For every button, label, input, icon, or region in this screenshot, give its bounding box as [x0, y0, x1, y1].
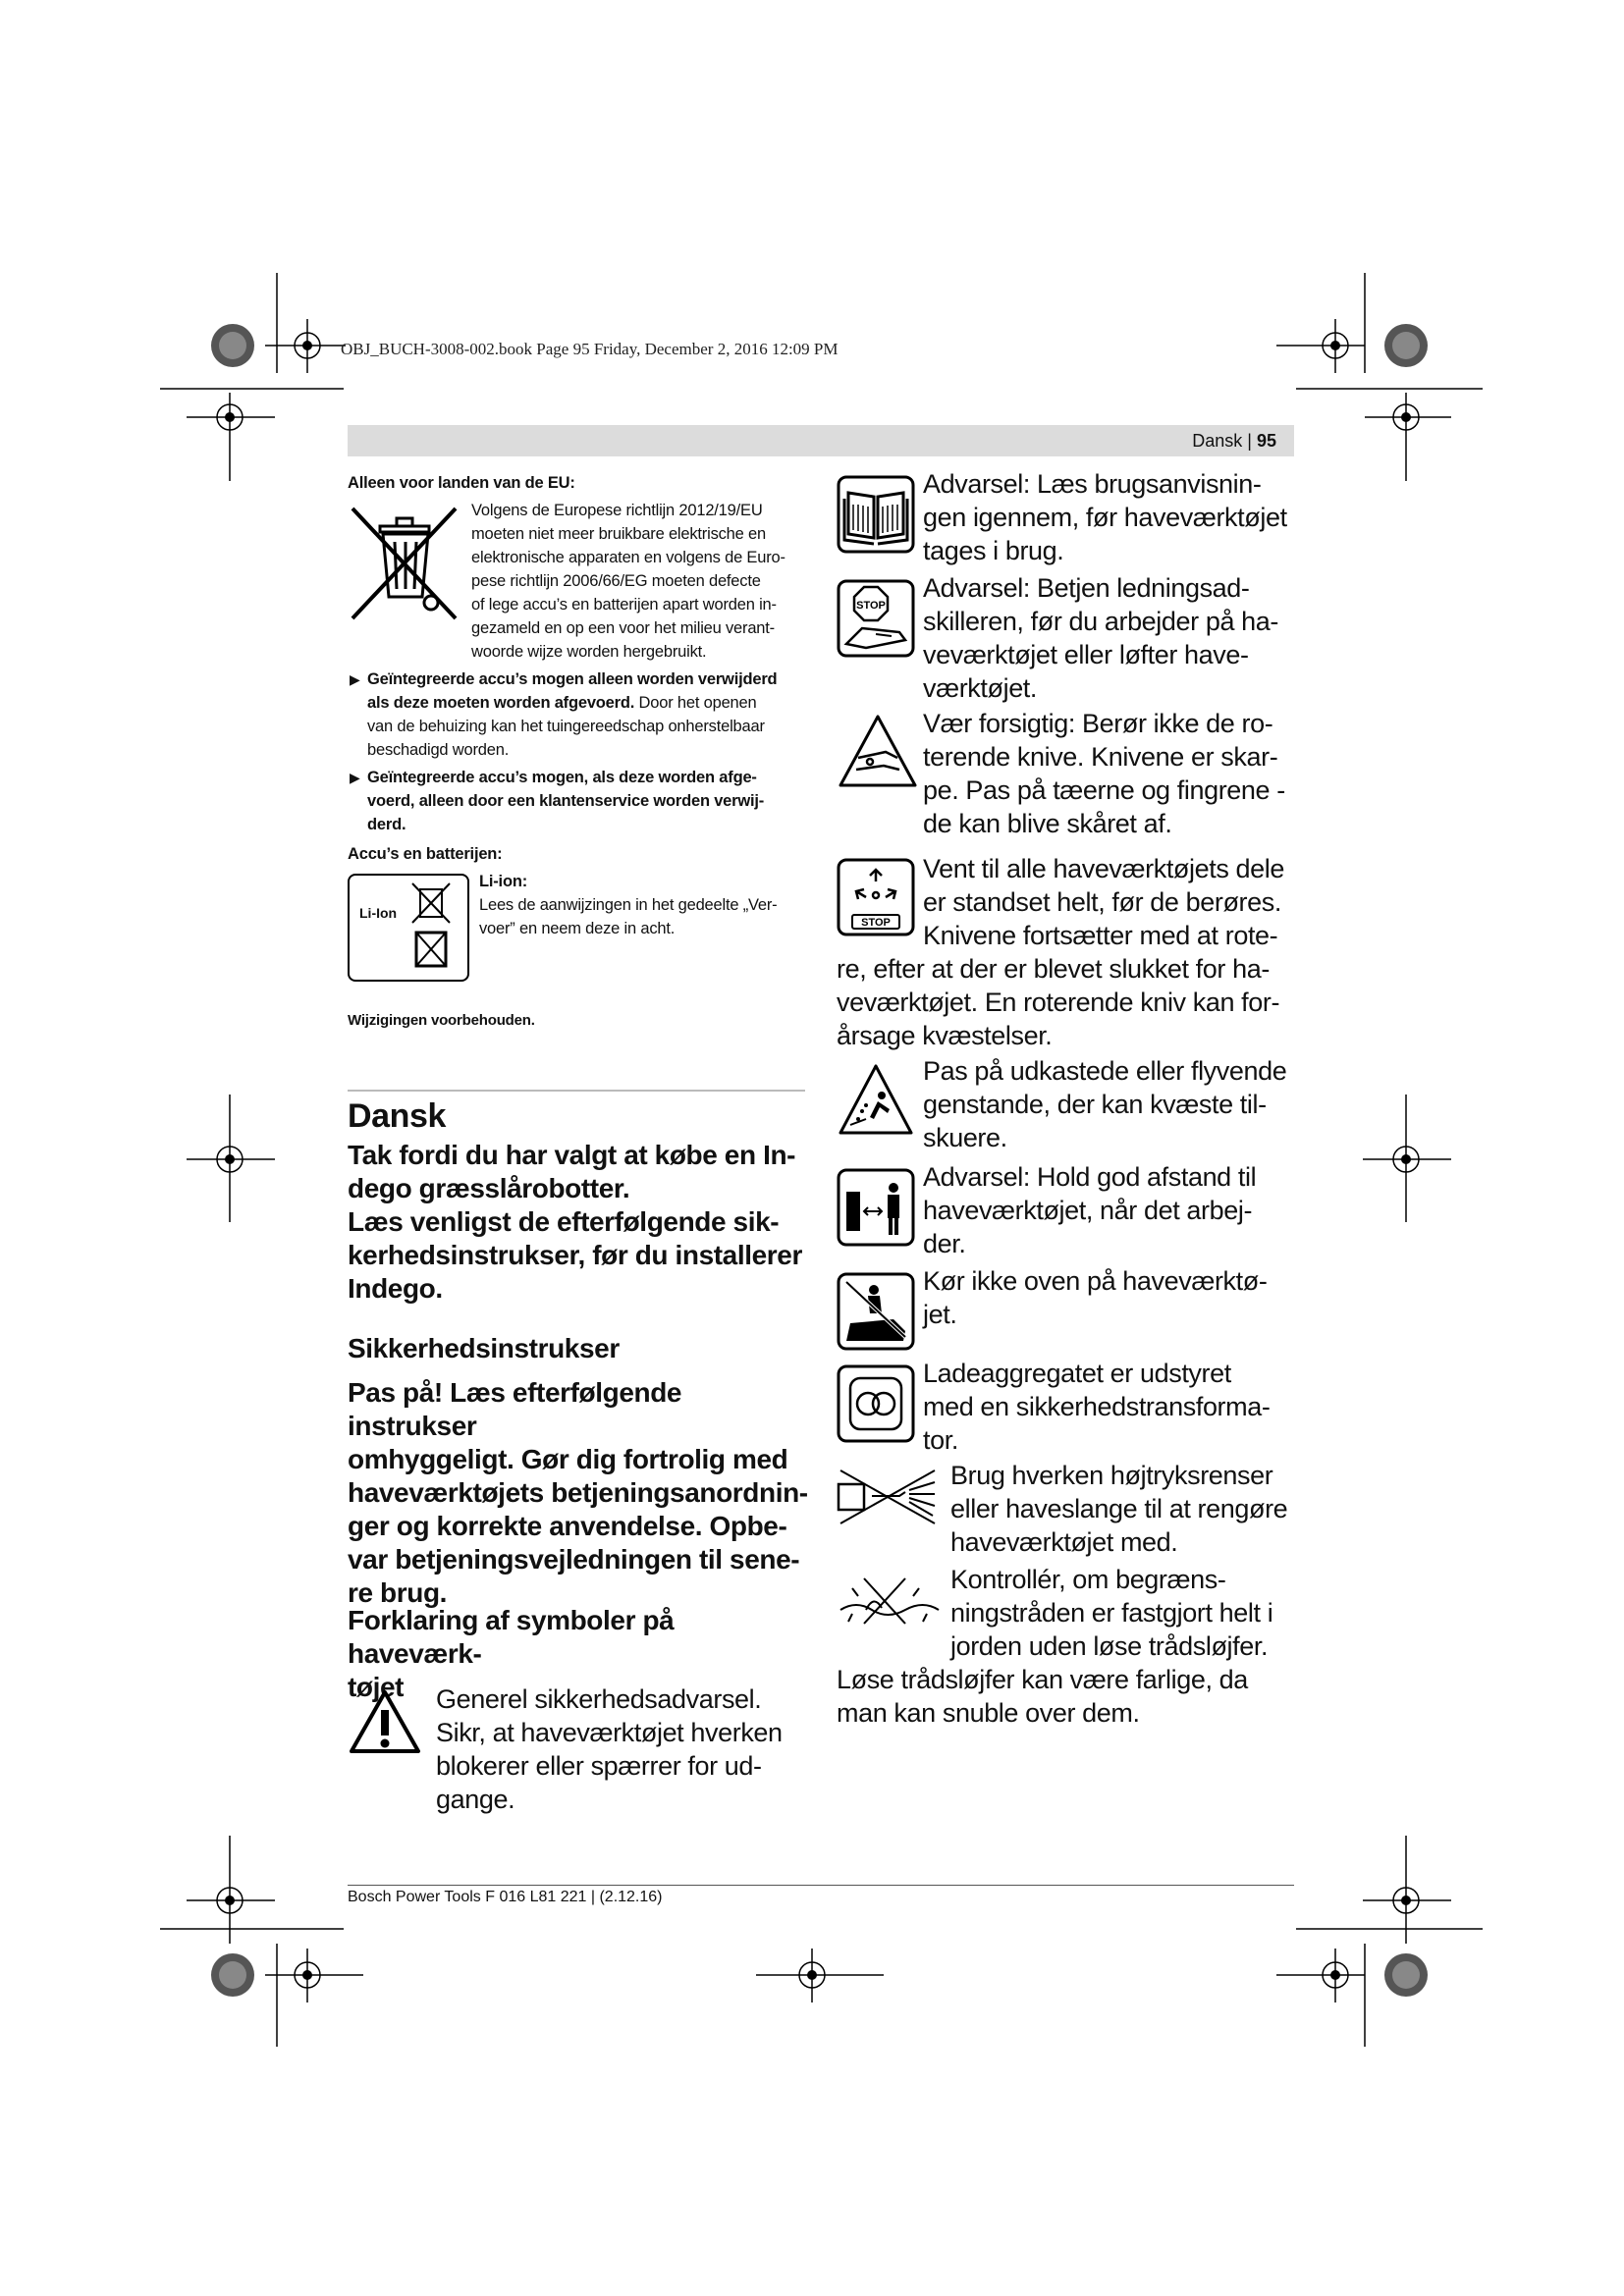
read-manual-icon — [837, 475, 915, 554]
page-number: 95 — [1256, 431, 1276, 451]
symbol-text-boundary-wire: Kontrollér, om begræns- ningstråden er fastgjort helt i jorden uden løse trådsløjfer. — [950, 1565, 1273, 1661]
safety-transformer-icon — [837, 1364, 915, 1443]
symbol-text-flying-objects: Pas på udkastede eller flyvende genstande, der kan kvæste til- skuere. — [923, 1056, 1287, 1152]
footer-text: Bosch Power Tools F 016 L81 221 | (2.12.16) — [348, 1889, 663, 1905]
stop-label: STOP — [861, 917, 891, 929]
bullet-integrated-accu-removal: Geïntegreerde accu’s mogen alleen worden verwijderd als deze moeten worden afgevoerd. Door het openen van de behuizing kan het tuingereedschap onherstelbaar beschadigd worden. — [367, 670, 778, 759]
bullet-integrated-accu-service: Geïntegreerde accu’s mogen, als deze worden afge- voerd, alleen door een klantenservice worden verwij- derd. — [367, 769, 765, 833]
boundary-wire-check-icon — [837, 1571, 941, 1633]
symbol-text-distance: Advarsel: Hold god afstand til haveværktøjet, når det arbej- der. — [923, 1162, 1257, 1258]
crossed-bin-icon — [348, 499, 460, 626]
symbols-heading: Forklaring af symboler på haveværk- tøjet — [348, 1605, 675, 1702]
symbol-text-wait: Vent til alle haveværktøjets dele er standset helt, før de berøres. Knivene fortsætter med at rote- — [923, 854, 1284, 950]
bullet-triangle-icon: ▶ — [350, 671, 360, 687]
disconnect-power-icon — [837, 579, 915, 658]
eu-text: Volgens de Europese richtlijn 2012/19/EU moeten niet meer bruikbare elektrische en elektronische apparaten en volgens de Euro- pese richtlijn 2006/66/EG moeten defecte of lege accu’s en batterijen apart worden in- gezameld en op een voor het milieu verant- woorde wijze worden hergebruikt. — [471, 502, 785, 661]
safety-text: Pas på! Læs efterfølgende instrukser omhyggeligt. Gør dig fortrolig med haveværktøjets betjeningsanordnin- ger og korrekte anvendelse. Opbe- var betjeningsvejledningen til sene- re brug. — [348, 1377, 808, 1608]
liion-badge: Li-Ion — [359, 905, 398, 921]
intro-text: Tak fordi du har valgt at købe en In- dego græsslårobotter. Læs venligst de efterfølgende sik- kerhedsinstrukser, før du installerer Indego. — [348, 1140, 802, 1304]
accu-heading: Accu’s en batterijen: — [348, 845, 503, 863]
running-header: Dansk | 95 — [348, 425, 1294, 456]
keep-distance-icon — [837, 1168, 915, 1247]
file-info-line: OBJ_BUCH-3008-002.book Page 95 Friday, December 2, 2016 12:09 PM — [341, 340, 839, 358]
symbol-text-transformer: Ladeaggregatet er udstyret med en sikkerhedstransforma- tor. — [923, 1359, 1271, 1455]
warning-triangle-icon — [348, 1688, 422, 1755]
eu-heading: Alleen voor landen van de EU: — [348, 474, 575, 492]
wait-stop-rotation-icon — [837, 858, 915, 936]
symbol-text-no-riding: Kør ikke oven på haveværktø- jet. — [923, 1266, 1268, 1329]
symbol-text-wait-cont: re, efter at der er blevet slukket for ha- veværktøjet. En roterende kniv kan for- årsage kvæstelser. — [837, 954, 1280, 1050]
symbol-text-read-manual: Advarsel: Læs brugsanvisnin- gen igennem, før haveværktøjet tages i brug. — [923, 469, 1287, 565]
flying-objects-warning-icon — [837, 1062, 915, 1139]
changes-reserved: Wijzigingen voorbehouden. — [348, 1012, 535, 1029]
liion-symbol-box — [348, 874, 469, 982]
bullet-triangle-icon: ▶ — [350, 770, 360, 785]
section-title-dansk: Dansk — [348, 1097, 447, 1135]
symbol-text-disconnect: Advarsel: Betjen ledningsad- skilleren, før du arbejder på ha- veværktøjet eller løfter have- værktøjet. — [923, 573, 1278, 703]
footer-rule — [348, 1885, 1294, 1886]
symbol-text-blades: Vær forsigtig: Berør ikke de ro- terende knive. Knivene er skar- pe. Pas på tæerne og fingrene - de kan blive skåret af. — [923, 709, 1285, 838]
no-riding-icon — [837, 1272, 915, 1351]
general-warning-text: Generel sikkerhedsadvarsel. Sikr, at haveværktøjet hverken blokerer eller spærrer for ud- gange. — [436, 1684, 783, 1814]
liion-text: Lees de aanwijzingen in het gedeelte „Ver- voer” en neem deze in acht. — [479, 896, 778, 937]
rotating-blades-warning-icon — [837, 713, 919, 791]
symbol-text-boundary-wire-cont: Løse trådsløjfer kan være farlige, da man kan snuble over dem. — [837, 1665, 1248, 1728]
symbol-text-no-cleaner: Brug hverken højtryksrenser eller haveslange til at rengøre haveværktøjet med. — [950, 1461, 1288, 1557]
crossed-battery-icon — [410, 881, 454, 972]
stop-sign-label: STOP — [856, 600, 886, 612]
section-divider — [348, 1090, 805, 1092]
safety-heading: Sikkerhedsinstrukser — [348, 1333, 620, 1363]
no-pressure-washer-icon — [837, 1467, 941, 1527]
liion-label: Li-ion: — [479, 873, 527, 890]
section-name: Dansk — [1192, 431, 1243, 451]
